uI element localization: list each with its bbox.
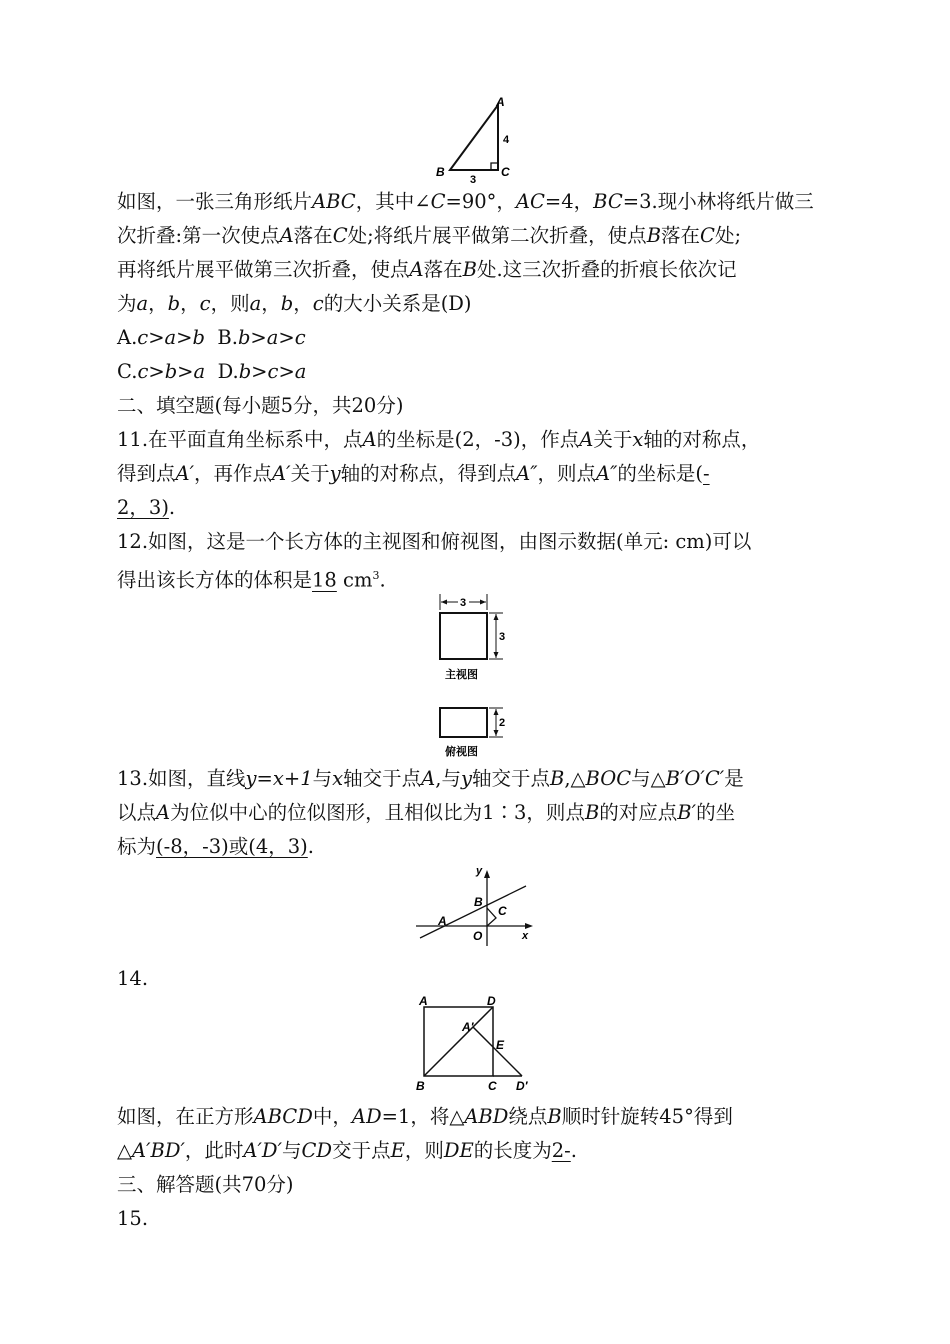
label-d: D bbox=[487, 994, 496, 1008]
q10-line-1: 如图，一张三角形纸片ABC，其中∠C=90°，AC=4，BC=3.现小林将纸片做三 bbox=[117, 190, 814, 213]
q12-line-2: 得出该长方体的体积是18 $cm^3$. bbox=[117, 568, 386, 592]
q11-line-2: 得到点A′，再作点A′关于y轴的对称点，得到点A″，则点A″的坐标是(- bbox=[117, 462, 710, 485]
q14-square-figure bbox=[410, 993, 545, 1093]
triangle-boc bbox=[487, 908, 496, 926]
label-o: O bbox=[473, 929, 483, 943]
q11-line-1: 11.在平面直角坐标系中，点A的坐标是(2，-3)，作点A关于x轴的对称点， bbox=[117, 428, 761, 451]
option-b: B.b>a>c bbox=[217, 326, 306, 349]
q10-line-3: 再将纸片展平做第三次折叠，使点A落在B处.这三次折叠的折痕长依次记 bbox=[117, 258, 737, 281]
diagonal-bd bbox=[424, 1007, 493, 1076]
label-b: B bbox=[416, 1079, 425, 1093]
side-ac-label: 4 bbox=[503, 134, 510, 146]
label-c: C bbox=[501, 165, 510, 179]
q12-answer: 18 bbox=[312, 568, 337, 592]
q10-line-4: 为a，b，c，则a，b，c的大小关系是(D) bbox=[117, 292, 472, 315]
front-view-rect bbox=[440, 613, 487, 659]
top-view-caption: 俯视图 bbox=[445, 745, 478, 758]
q10-options-ab bbox=[117, 321, 847, 355]
label-a: A bbox=[419, 994, 428, 1008]
q11-answer-part-1: - bbox=[703, 462, 710, 485]
triangle-abc bbox=[450, 105, 498, 170]
front-width-label: 3 bbox=[460, 597, 467, 609]
label-c: C bbox=[488, 1079, 497, 1093]
q12-views-figure bbox=[430, 590, 520, 760]
q10-line-2: 次折叠:第一次使点A落在C处;将纸片展平做第二次折叠，使点B落在C处; bbox=[117, 224, 742, 247]
section-3-title: 三、解答题(共70分) bbox=[117, 1173, 294, 1196]
right-angle-mark bbox=[491, 163, 498, 170]
q13-line-3: 标为(-8，-3)或(4，3). bbox=[117, 835, 314, 858]
q11-answer-part-2: 2，3) bbox=[117, 496, 169, 519]
q13-answer: (-8，-3)或(4，3) bbox=[156, 835, 308, 858]
label-c: C bbox=[498, 904, 507, 918]
q14-answer: 2- bbox=[551, 1139, 571, 1162]
label-a: A bbox=[438, 914, 447, 928]
label-a-prime: A′ bbox=[462, 1020, 474, 1034]
label-b: B bbox=[436, 165, 445, 179]
q15-number: 15. bbox=[117, 1207, 149, 1230]
q14-number: 14. bbox=[117, 967, 149, 990]
q11-line-3: 2，3). bbox=[117, 496, 176, 519]
option-a: A.c>a>b bbox=[117, 326, 205, 349]
q10-options-cd bbox=[117, 355, 847, 389]
label-a: A bbox=[496, 95, 505, 109]
label-x: x bbox=[522, 930, 529, 942]
front-height-label: 3 bbox=[499, 631, 506, 643]
label-e: E bbox=[496, 1038, 505, 1052]
q14-line-1: 如图，在正方形ABCD中，AD=1，将△ABD绕点B顺时针旋转45°得到 bbox=[117, 1105, 733, 1128]
top-view-rect bbox=[440, 708, 487, 737]
option-d: D.b>c>a bbox=[217, 360, 307, 383]
side-bc-label: 3 bbox=[470, 174, 477, 185]
front-view-caption: 主视图 bbox=[445, 668, 478, 681]
label-b: B bbox=[474, 895, 483, 909]
option-c: C.c>b>a bbox=[117, 360, 206, 383]
label-y: y bbox=[476, 865, 483, 877]
q13-line-2: 以点A为位似中心的位似图形，且相似比为1∶3，则点B的对应点B′的坐 bbox=[117, 801, 736, 824]
q14-line-2: △A′BD′，此时A′D′与CD交于点E，则DE的长度为2-. bbox=[117, 1139, 577, 1162]
section-2-title: 二、填空题(每小题5分，共20分) bbox=[117, 394, 404, 417]
q13-line-1: 13.如图，直线y=x+1与x轴交于点A,与y轴交于点B,△BOC与△B′O′C′是 bbox=[117, 767, 744, 790]
top-depth-label: 2 bbox=[499, 717, 506, 729]
q12-line-1: 12.如图，这是一个长方体的主视图和俯视图，由图示数据(单元: cm)可以 bbox=[117, 530, 752, 553]
label-d-prime: D′ bbox=[516, 1079, 528, 1093]
q10-triangle-figure bbox=[430, 95, 520, 185]
q13-coordinate-figure bbox=[410, 862, 540, 947]
